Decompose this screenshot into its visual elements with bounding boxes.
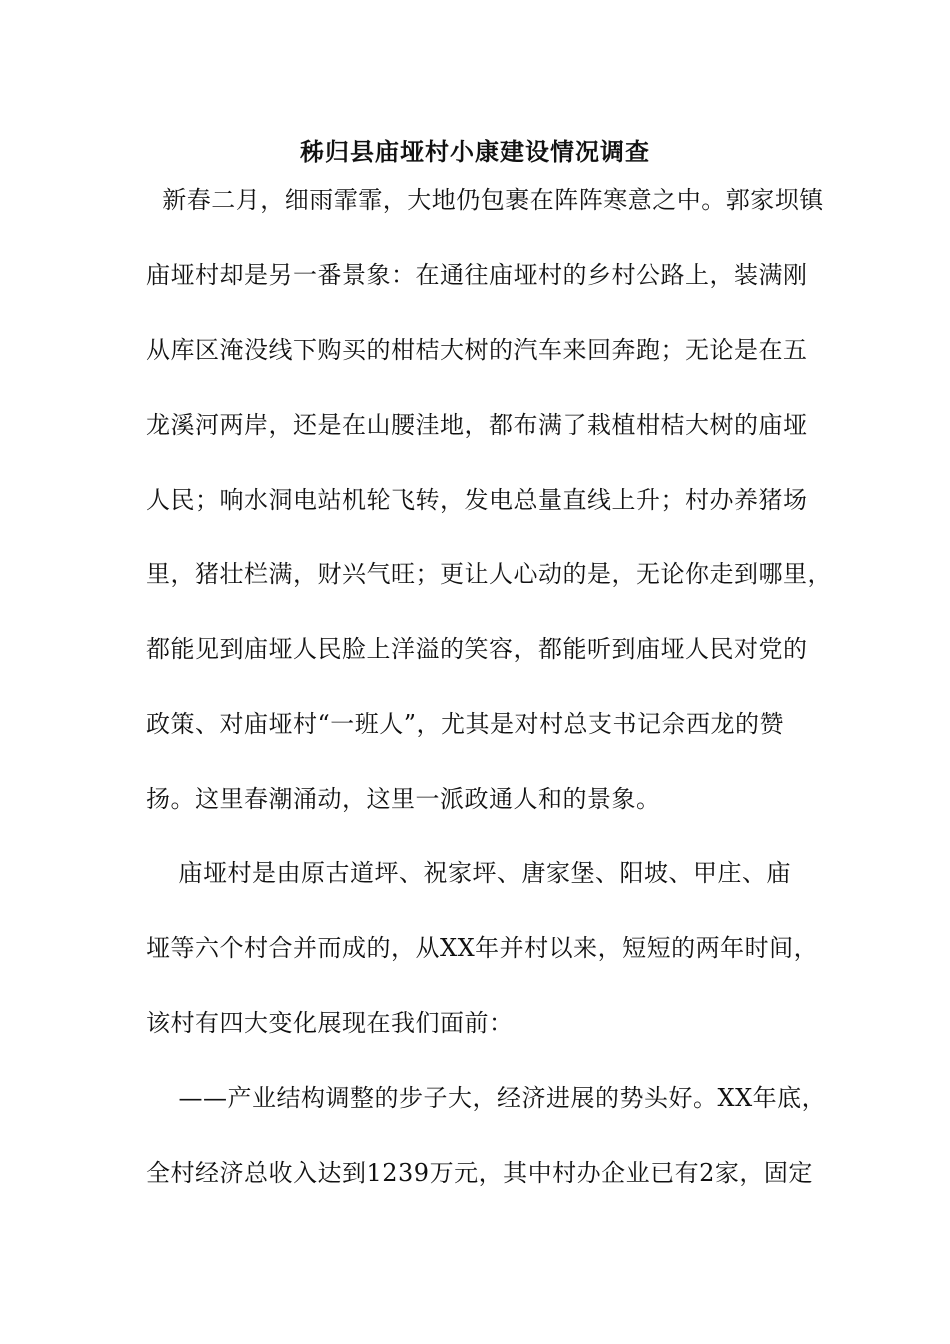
paragraph-line: 庙垭村是由原古道坪、祝家坪、唐家堡、阳坡、甲庄、庙 [146,859,792,887]
paragraph-line: 里，猪壮栏满，财兴气旺；更让人心动的是，无论你走到哪里， [146,560,832,588]
paragraph-line: 全村经济总收入达到1239万元，其中村办企业已有2家，固定 [146,1159,813,1187]
paragraph-line: 庙垭村却是另一番景象：在通往庙垭村的乡村公路上，装满刚 [146,261,808,289]
paragraph-line: 政策、对庙垭村“一班人”，尤其是对村总支书记佘西龙的赞 [146,710,785,738]
paragraph-line: 新春二月，细雨霏霏，大地仍包裹在阵阵寒意之中。郭家坝镇 [146,186,824,214]
paragraph-line: 从库区淹没线下购买的柑桔大树的汽车来回奔跑；无论是在五 [146,336,808,364]
paragraph-line: 扬。这里春潮涌动，这里一派政通人和的景象。 [146,785,661,813]
paragraph-line: 垭等六个村合并而成的，从XX年并村以来，短短的两年时间， [146,934,819,962]
paragraph-line: 该村有四大变化展现在我们面前： [146,1009,514,1037]
document-title: 秭归县庙垭村小康建设情况调查 [300,137,650,166]
paragraph-line: 都能见到庙垭人民脸上洋溢的笑容，都能听到庙垭人民对党的 [146,635,808,663]
paragraph-line: 人民；响水洞电站机轮飞转，发电总量直线上升；村办养猪场 [146,486,808,514]
paragraph-line: 龙溪河两岸，还是在山腰洼地，都布满了栽植柑桔大树的庙垭 [146,411,808,439]
paragraph-line: ——产业结构调整的步子大，经济进展的势头好。XX年底， [146,1084,827,1112]
